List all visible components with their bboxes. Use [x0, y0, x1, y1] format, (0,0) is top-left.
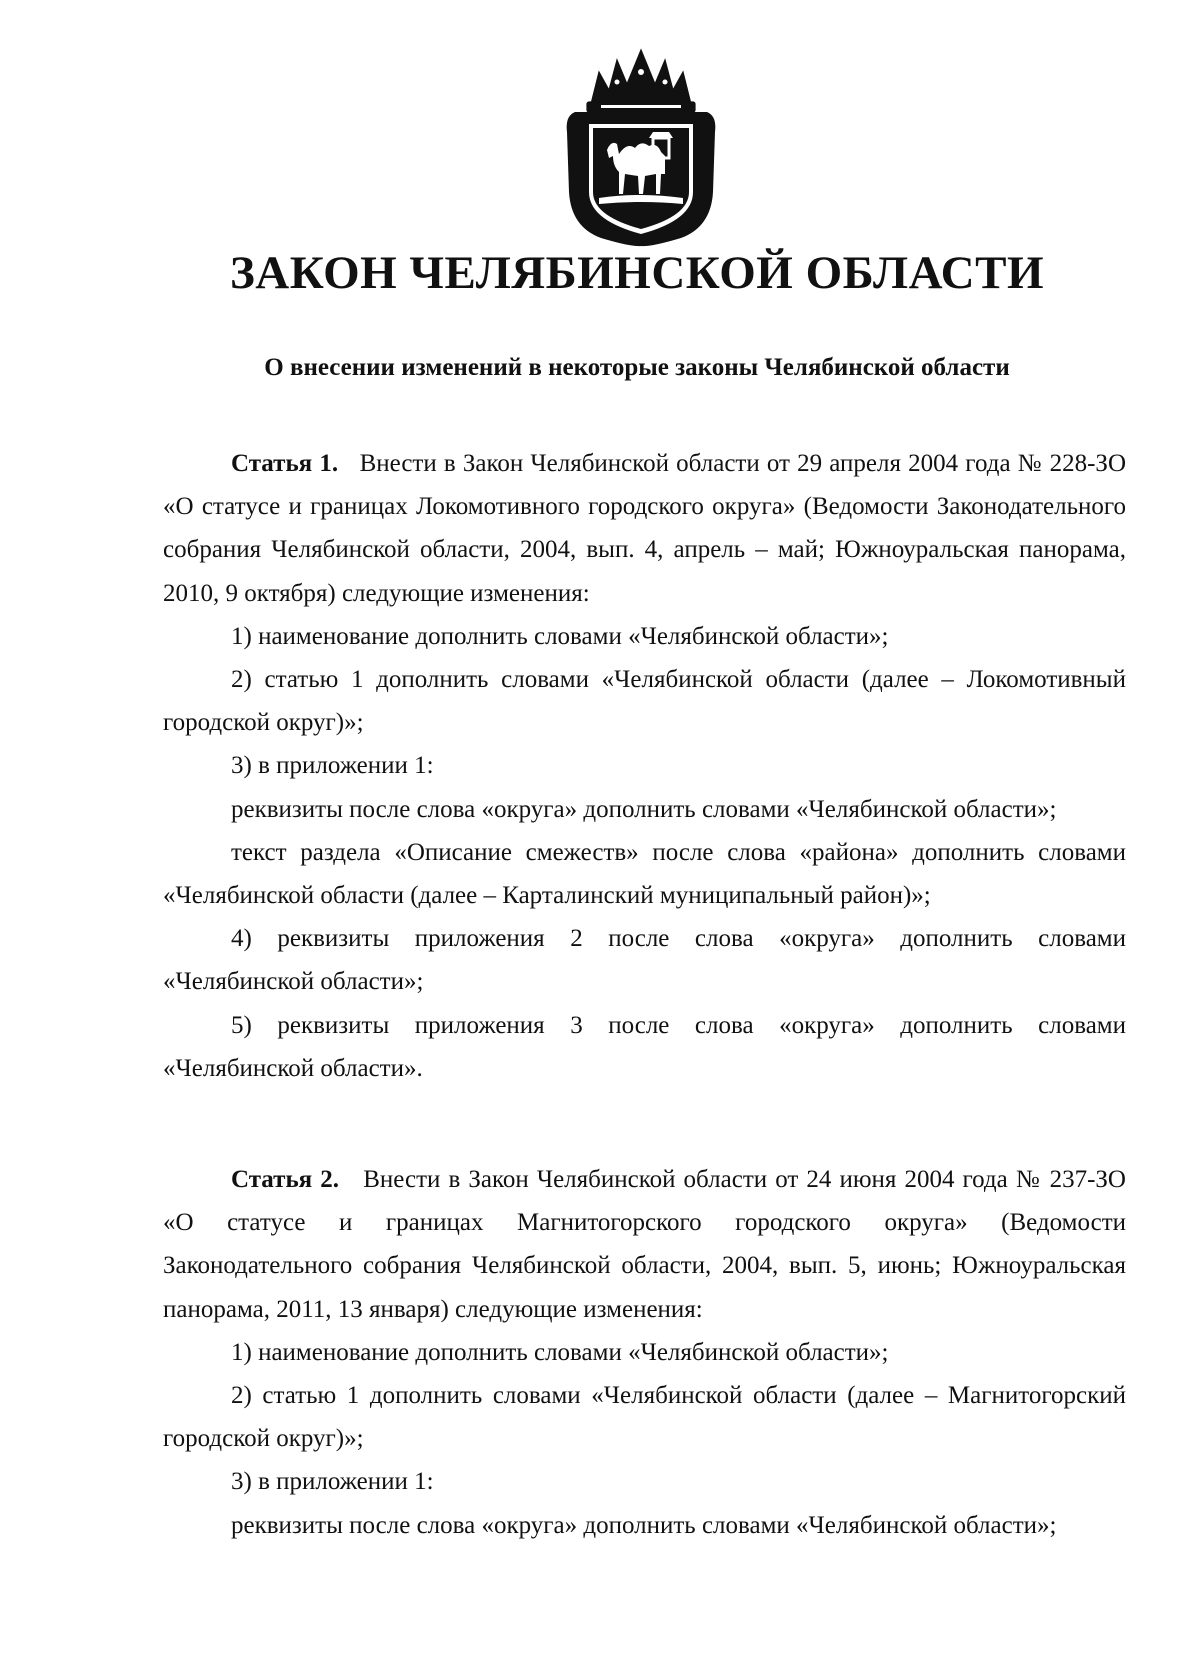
- article-1-item: текст раздела «Описание смежеств» после слова «района» дополнить словами «Челябинской области (далее – Карталинский муниципальный район)»;: [163, 838, 1126, 910]
- article-1-item: реквизиты после слова «округа» дополнить словами «Челябинской области»;: [231, 795, 1057, 823]
- coat-of-arms-icon: [561, 42, 721, 248]
- article-2: [163, 1158, 1126, 1547]
- article-1-intro: [163, 442, 1126, 615]
- article-1-item: 4) реквизиты приложения 2 после слова «округа» дополнить словами «Челябинской области»;: [163, 925, 1126, 996]
- article-2-intro-text: Внести в Закон Челябинской области от 24 июня 2004 года № 237-ЗО «О статусе и границах Магнитогорского городского округа» (Ведомости Законодательного собрания Челябинской области, 2004, вып. 5, июнь; Южноуральская панорама, 2011, 13 января) следующие изменения:: [163, 1166, 1126, 1323]
- article-1-intro-text: Внести в Закон Челябинской области от 29 апреля 2004 года № 228-ЗО «О статусе и границах Локомотивного городского округа» (Ведомости Законодательного собрания Челябинской области, 2004, вып. 4, апрель – май; Южноуральская панорама, 2010, 9 октября) следующие изменения:: [163, 450, 1126, 607]
- document-title: ЗАКОН ЧЕЛЯБИНСКОЙ ОБЛАСТИ: [229, 247, 1045, 299]
- article-1-item: 1) наименование дополнить словами «Челябинской области»;: [231, 622, 889, 650]
- article-1-heading: Статья 1.: [231, 450, 339, 477]
- article-2-intro: [163, 1158, 1126, 1331]
- article-1: [163, 442, 1126, 1090]
- article-2-item: 1) наименование дополнить словами «Челябинской области»;: [231, 1338, 889, 1366]
- document-subtitle: О внесении изменений в некоторые законы Челябинской области: [264, 354, 1010, 381]
- article-2-item: 3) в приложении 1:: [231, 1468, 434, 1496]
- article-2-heading: Статья 2.: [231, 1166, 340, 1193]
- article-1-item: 5) реквизиты приложения 3 после слова «округа» дополнить словами «Челябинской области».: [163, 1011, 1126, 1082]
- article-2-item: 2) статью 1 дополнить словами «Челябинской области (далее – Магнитогорский городской округ)»;: [163, 1382, 1126, 1453]
- article-1-item: 3) в приложении 1:: [231, 752, 434, 780]
- article-1-item: 2) статью 1 дополнить словами «Челябинской области (далее – Локомотивный городской округ)»;: [163, 666, 1126, 737]
- article-2-item: реквизиты после слова «округа» дополнить словами «Челябинской области»;: [231, 1511, 1057, 1539]
